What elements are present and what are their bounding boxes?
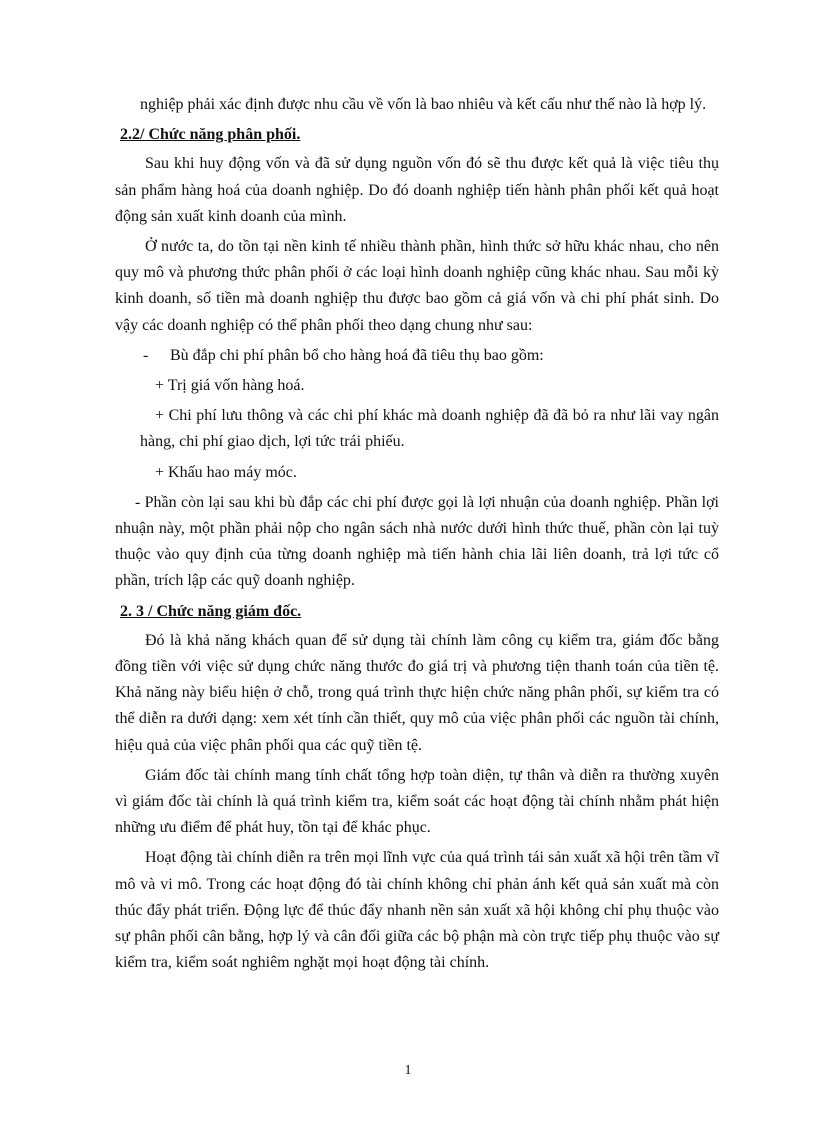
remainder-paragraph: - Phần còn lại sau khi bù đắp các chi phí được gọi là lợi nhuận của doanh nghiệp. Phần lợi nhuận này, một phần phải nộp cho ngân sách nhà nước dưới hình thức thuế, phần còn lại tuỳ thuộc vào quy định của từng doanh nghiệp mà tiến hành chia lãi liên doanh, trả lợi tức cổ phần, trích lập các quỹ doanh nghiệp.: [115, 493, 719, 590]
plus-item-3: + Khấu hao máy móc.: [155, 463, 297, 481]
dash-list-item: [115, 343, 719, 369]
dash-marker: -: [143, 346, 149, 364]
page-number: 1: [404, 1063, 412, 1078]
section-heading-supervision: 2. 3 / Chức năng giám đốc.: [120, 602, 302, 620]
supervision-paragraph-1: Đó là khả năng khách quan để sử dụng tài chính làm công cụ kiểm tra, giám đốc bằng đồng tiền với việc sử dụng chức năng thước đo giá trị và phương tiện thanh toán của tiền tệ. Khả năng này biểu hiện ở chỗ, trong quá trình thực hiện chức năng phân phối, sự kiểm tra có thể diễn ra dưới dạng: xem xét tính cần thiết, quy mô của việc phân phối các nguồn tài chính, hiệu quả của việc phân phối qua các quỹ tiền tệ.: [115, 631, 719, 754]
distribution-paragraph-1: Sau khi huy động vốn và đã sử dụng nguồn vốn đó sẽ thu được kết quả là việc tiêu thụ sản phẩm hàng hoá của doanh nghiệp. Do đó doanh nghiệp tiến hành phân phối kết quả hoạt động sản xuất kinh doanh của mình.: [115, 155, 719, 225]
distribution-paragraph-2: Ở nước ta, do tồn tại nền kinh tế nhiều thành phần, hình thức sở hữu khác nhau, cho nên quy mô và phương thức phân phối ở các loại hình doanh nghiệp cũng khác nhau. Sau mỗi kỳ kinh doanh, số tiền mà doanh nghiệp thu được bao gồm cả giá vốn và chi phí phát sinh. Do vậy các doanh nghiệp có thể phân phối theo dạng chung như sau:: [115, 238, 719, 334]
supervision-paragraph-2: Giám đốc tài chính mang tính chất tổng hợp toàn diện, tự thân và diễn ra thường xuyên vì giám đốc tài chính là quá trình kiểm tra, kiểm soát các hoạt động tài chính nhằm phát hiện những ưu điểm để phát huy, tồn tại để khác phục.: [115, 766, 719, 837]
plus-item-2: + Chi phí lưu thông và các chi phí khác mà doanh nghiệp đã đã bỏ ra như lãi vay ngân hàng, chi phí giao dịch, lợi tức trái phiếu.: [140, 407, 719, 451]
intro-paragraph: nghiệp phải xác định được nhu cầu về vốn là bao nhiêu và kết cấu như thế nào là hợp lý.: [140, 96, 707, 113]
plus-item-1: + Trị giá vốn hàng hoá.: [155, 377, 305, 395]
document-page: [115, 92, 719, 981]
section-heading-distribution: 2.2/ Chức năng phân phối.: [120, 126, 301, 144]
dash-item-text: Bù đắp chi phí phân bổ cho hàng hoá đã tiêu thụ bao gồm:: [170, 346, 544, 364]
supervision-paragraph-3: Hoạt động tài chính diễn ra trên mọi lĩnh vực của quá trình tái sản xuất xã hội trên tầm vĩ mô và vi mô. Trong các hoạt động đó tài chính không chỉ phản ánh kết quả sản xuất mà còn thúc đẩy phát triển. Động lực để thúc đẩy nhanh nền sản xuất xã hội không chỉ phụ thuộc vào sự phân phối cân bằng, hợp lý và cân đối giữa các bộ phận mà còn trực tiếp phụ thuộc vào sự kiểm tra, kiểm soát nghiêm nghặt mọi hoạt động tài chính.: [115, 849, 719, 972]
